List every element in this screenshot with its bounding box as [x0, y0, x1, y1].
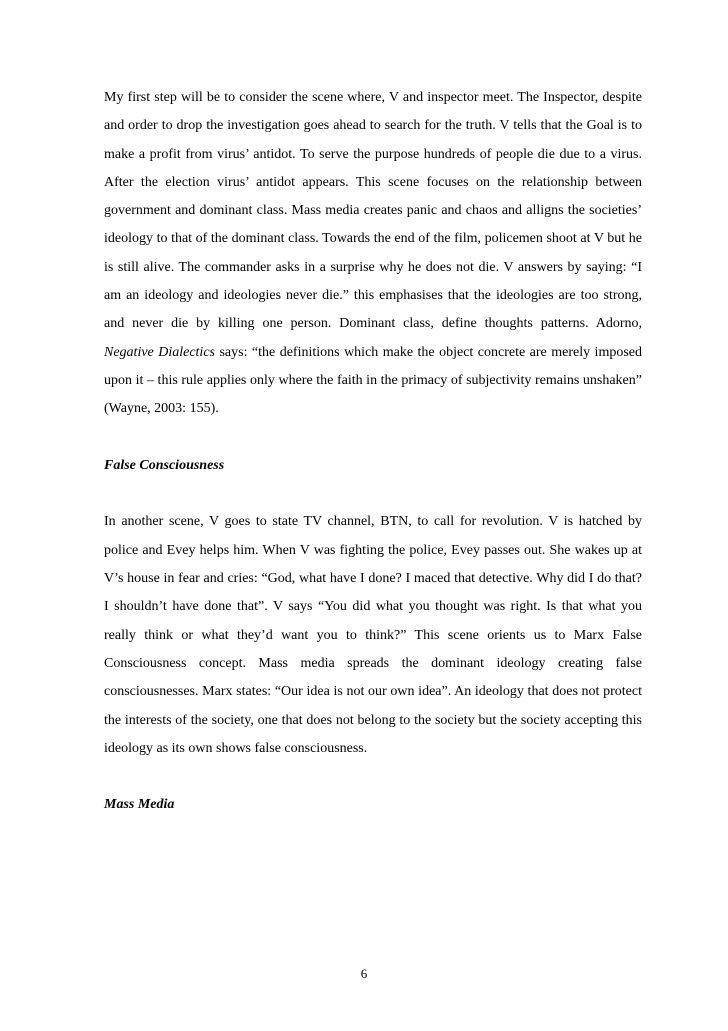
heading-false-consciousness: False Consciousness	[104, 457, 225, 473]
spacer	[104, 424, 642, 452]
document-page	[104, 84, 642, 820]
page-number: 6	[360, 966, 368, 981]
paragraph-ideology-text-b: says: “the definitions which make the object concrete are merely imposed upon it – this rule applies only where the faith in the primacy of subjectivity remains unshaken” (Wayne, 2003: 155).	[104, 344, 642, 417]
spacer	[104, 763, 642, 791]
spacer	[104, 480, 642, 508]
paragraph-false-consciousness: In another scene, V goes to state TV channel, BTN, to call for revolution. V is hatched by police and Evey helps him. When V was fighting the police, Evey passes out. She wakes up at V’s house in fear and cries: “God, what have I done? I maced that detective. Why did I do that? I shouldn’t have done that”. V says “You did what you thought was right. Is that what you really think or what they’d want you to think?” This scene orients us to Marx False Consciousness concept. Mass media spreads the dominant ideology creating false consciousnesses. Marx states: “Our idea is not our own idea”. An ideology that does not protect the interests of the society, one that does not belong to the society but the society accepting this ideology as its own shows false consciousness.	[104, 514, 642, 756]
paragraph-ideology	[104, 84, 642, 424]
heading-mass-media: Mass Media	[104, 797, 175, 813]
paragraph-ideology-text-a: My first step will be to consider the scene where, V and inspector meet. The Inspector, despite and order to drop the investigation goes ahead to search for the truth. V tells that the Goal is to make a profit from virus’ antidot. To serve the purpose hundreds of people die due to a virus. After the election virus’ antidot appears. This scene focuses on the relationship between government and dominant class. Mass media creates panic and chaos and alligns the societies’ ideology to that of the dominant class. Towards the end of the film, policemen shoot at V but he is still alive. The commander asks in a surprise why he does not die. V answers by saying: “I am an ideology and ideologies never die.” this emphasises that the ideologies are too strong, and never die by killing one person. Dominant class, define thoughts patterns. Adorno,	[104, 90, 642, 332]
book-title-negative-dialectics: Negative Dialectics	[104, 344, 215, 360]
